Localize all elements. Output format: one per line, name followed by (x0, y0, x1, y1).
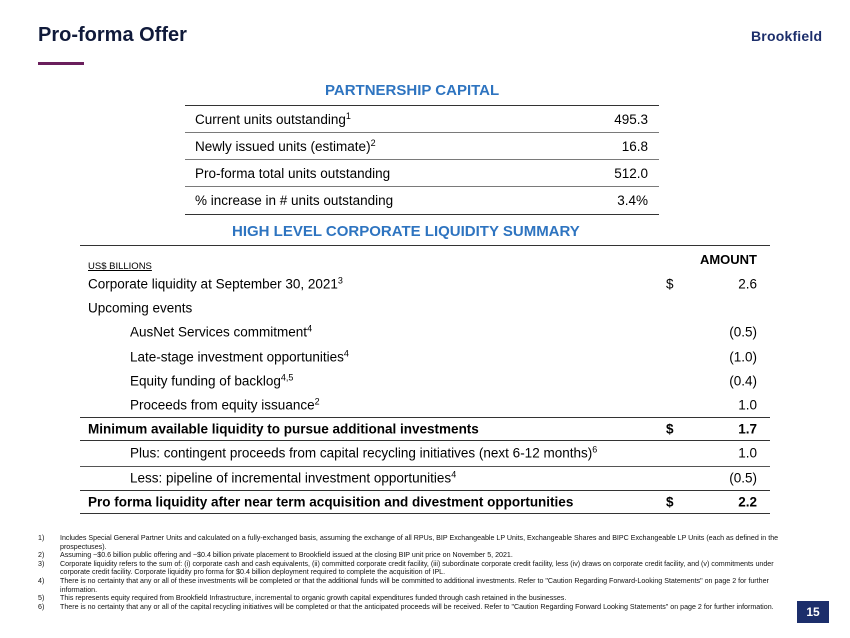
row-label: Corporate liquidity at September 30, 2021$^3$ (88, 275, 343, 292)
row-value: 2.2 (738, 494, 757, 510)
row-value: 1.0 (738, 445, 757, 461)
row-label: Pro forma liquidity after near term acquisition and divestment opportunities (88, 494, 574, 510)
table-row (80, 393, 770, 417)
row-label: Newly issued units (estimate)$^2$ (195, 137, 376, 154)
partnership-capital-table (185, 105, 659, 215)
row-label: Plus: contingent proceeds from capital recycling initiatives (next 6-12 months)$^6$ (130, 444, 598, 461)
table-row (185, 187, 659, 214)
row-value: (1.0) (729, 349, 757, 365)
table-row (185, 133, 659, 160)
row-label: Late-stage investment opportunities$^4$ (130, 348, 349, 365)
currency-symbol: $ (666, 421, 674, 437)
table-row (80, 345, 770, 369)
row-value: 512.0 (614, 165, 648, 181)
row-value: 495.3 (614, 111, 648, 127)
row-value: 1.0 (738, 397, 757, 413)
row-label: Upcoming events (88, 300, 193, 316)
table-row (80, 369, 770, 393)
table-row (185, 106, 659, 133)
row-value: 16.8 (621, 138, 648, 154)
footnote: 3) Corporate liquidity refers to the sum of: (i) corporate cash and cash equivalents, (ii) committed corporate credit facility, (iii) subordinate corporate credit facility, less (iv) draws on corporate credit facility, and (v) commitments under corporate credit facility. Corporate liquidity pro forma for $0.4 billion deployment required to complete the acquisition of IPL. (38, 559, 774, 577)
units-label: US$ BILLIONS (88, 261, 152, 272)
row-value: (0.5) (729, 470, 757, 486)
footnotes (38, 534, 783, 611)
row-label: Current units outstanding$^1$ (195, 110, 351, 127)
page-number: 15 (797, 601, 829, 623)
row-label: % increase in # units outstanding (195, 193, 394, 208)
brand-logo: Brookfield (751, 28, 823, 44)
currency-symbol: $ (666, 276, 674, 292)
liquidity-summary-title: HIGH LEVEL CORPORATE LIQUIDITY SUMMARY (232, 223, 580, 240)
page-title: Pro-forma Offer (38, 24, 187, 46)
total-row (80, 490, 770, 514)
table-row (80, 441, 770, 465)
row-value: (0.4) (729, 373, 757, 389)
row-label: Minimum available liquidity to pursue additional investments (88, 421, 479, 437)
footnote: 4) There is no certainty that any or all of these investments will be completed or that the additional funds will be committed to additional investments. Refer to "Caution Regarding Forward-Looking Statements" on page 2 for further information. (38, 576, 769, 594)
row-label: Less: pipeline of incremental investment opportunities$^4$ (130, 469, 457, 486)
currency-symbol: $ (666, 494, 674, 510)
footnote: 1) Includes Special General Partner Units and calculated on a fully-exchanged basis, assuming the exchange of all RPUs, BIP Exchangeable LP Units, Exchangeable Shares and BIPC Exchangeable LP Units (each as defined in the prospectuses). (38, 534, 779, 551)
partnership-capital-title: PARTNERSHIP CAPITAL (325, 82, 500, 99)
amount-header: AMOUNT (699, 252, 757, 267)
liquidity-summary-table (80, 245, 770, 514)
row-value: 1.7 (738, 421, 757, 437)
row-label: Equity funding of backlog$^{4,5}$ (130, 372, 294, 389)
row-value: 3.4% (617, 193, 648, 208)
footnote: 6) There is no certainty that any or all of the capital recycling initiatives will be completed or that the anticipated proceeds will be received. Refer to "Caution Regarding Forward Looking Statements" on page 2 for further information. (38, 602, 774, 611)
table-row (80, 296, 770, 320)
subtotal-row (80, 417, 770, 441)
row-label: Proceeds from equity issuance$^2$ (130, 396, 320, 413)
row-label: AusNet Services commitment$^4$ (130, 323, 313, 340)
table-row (80, 466, 770, 490)
footnote: 5) This represents equity required from Brookfield Infrastructure, incremental to organic growth capital expenditures funded through cash retained in the businesses. (38, 594, 567, 603)
row-label: Pro-forma total units outstanding (195, 165, 391, 181)
footnote: 2) Assuming ~$0.6 billion public offering and ~$0.4 billion private placement to Brookfield issued at the closing BIP unit price on November 5, 2021. (38, 551, 513, 560)
table-row (80, 320, 770, 344)
title-underline (38, 62, 84, 65)
table-row (185, 160, 659, 187)
table-header-row (80, 246, 770, 272)
row-value: 2.6 (738, 276, 757, 292)
table-row (80, 272, 770, 296)
row-value: (0.5) (729, 324, 757, 340)
